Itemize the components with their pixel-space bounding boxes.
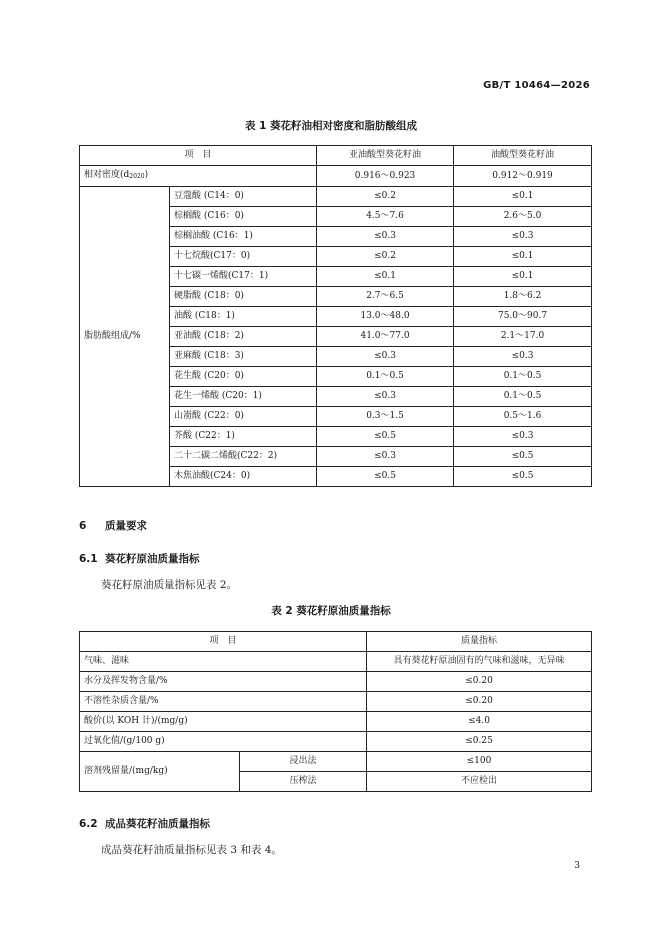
fatty-acid-oleic: 0.1～0.5 bbox=[454, 387, 592, 407]
fatty-acid-oleic: ≤0.1 bbox=[454, 247, 592, 267]
quality-item-value: ≤4.0 bbox=[367, 712, 592, 732]
table1-caption: 表 1 葵花籽油相对密度和脂肪酸组成 bbox=[244, 120, 418, 132]
fatty-acid-oleic: 75.0～90.7 bbox=[454, 307, 592, 327]
fatty-acid-name: 花生酸 (C20：0) bbox=[170, 367, 317, 387]
quality-item-value: ≤0.20 bbox=[367, 672, 592, 692]
fatty-acid-oleic: ≤0.3 bbox=[454, 227, 592, 247]
fatty-acid-linoleic: 13.0～48.0 bbox=[317, 307, 454, 327]
table2-row bbox=[80, 652, 592, 672]
quality-item-label: 气味、滋味 bbox=[80, 652, 367, 672]
fatty-acid-name: 豆蔻酸 (C14：0) bbox=[170, 187, 317, 207]
fatty-acid-oleic: ≤0.5 bbox=[454, 447, 592, 467]
section-6-2-heading: 6.2 成品葵花籽油质量指标 bbox=[79, 818, 210, 830]
fatty-acid-oleic: 0.5～1.6 bbox=[454, 407, 592, 427]
fatty-acid-linoleic: 41.0～77.0 bbox=[317, 327, 454, 347]
table2-header-item: 项 目 bbox=[80, 632, 367, 652]
quality-item-value: ≤0.20 bbox=[367, 692, 592, 712]
fatty-acid-name: 山嵛酸 (C22：0) bbox=[170, 407, 317, 427]
fatty-acid-oleic: ≤0.1 bbox=[454, 187, 592, 207]
section-6-1-text: 葵花籽原油质量指标见表 2。 bbox=[101, 579, 238, 591]
table1-density-row bbox=[80, 166, 592, 187]
fatty-acid-name: 二十二碳二烯酸(C22：2) bbox=[170, 447, 317, 467]
table1-header-item: 项 目 bbox=[80, 146, 317, 166]
page-number: 3 bbox=[574, 861, 580, 871]
fatty-acid-name: 十七碳一烯酸(C17：1) bbox=[170, 267, 317, 287]
fatty-acid-name: 油酸 (C18：1) bbox=[170, 307, 317, 327]
solvent-method-value: ≤100 bbox=[367, 752, 592, 772]
fatty-acid-name: 棕榈酸 (C16：0) bbox=[170, 207, 317, 227]
table1-header-oleic: 油酸型葵花籽油 bbox=[454, 146, 592, 166]
fatty-acid-name: 硬脂酸 (C18：0) bbox=[170, 287, 317, 307]
fatty-acid-linoleic: ≤0.3 bbox=[317, 347, 454, 367]
fatty-acid-oleic: ≤0.1 bbox=[454, 267, 592, 287]
fatty-acid-linoleic: ≤0.2 bbox=[317, 247, 454, 267]
quality-item-label: 不溶性杂质含量/% bbox=[80, 692, 367, 712]
quality-item-label: 过氧化值/(g/100 g) bbox=[80, 732, 367, 752]
table2-header-value: 质量指标 bbox=[367, 632, 592, 652]
fatty-acid-linoleic: 2.7～6.5 bbox=[317, 287, 454, 307]
fatty-acid-name: 木焦油酸(C24：0) bbox=[170, 467, 317, 487]
quality-item-label: 水分及挥发物含量/% bbox=[80, 672, 367, 692]
density-linoleic: 0.916～0.923 bbox=[317, 166, 454, 187]
table1-header-row bbox=[80, 146, 592, 166]
solvent-residue-label: 溶剂残留量/(mg/kg) bbox=[80, 752, 240, 792]
fatty-acid-linoleic: ≤0.5 bbox=[317, 467, 454, 487]
table1-header-linoleic: 亚油酸型葵花籽油 bbox=[317, 146, 454, 166]
quality-item-value: 具有葵花籽原油固有的气味和滋味，无异味 bbox=[367, 652, 592, 672]
fatty-acid-linoleic: ≤0.3 bbox=[317, 387, 454, 407]
fatty-acid-name: 亚麻酸 (C18：3) bbox=[170, 347, 317, 367]
table2-row bbox=[80, 712, 592, 732]
fatty-acid-linoleic: ≤0.3 bbox=[317, 227, 454, 247]
quality-item-label: 酸价(以 KOH 计)/(mg/g) bbox=[80, 712, 367, 732]
fatty-acid-oleic: 0.1～0.5 bbox=[454, 367, 592, 387]
fatty-acid-group-label: 脂肪酸组成/% bbox=[80, 187, 170, 487]
table2-caption: 表 2 葵花籽原油质量指标 bbox=[271, 605, 391, 617]
quality-item-value: ≤0.25 bbox=[367, 732, 592, 752]
fatty-acid-linoleic: 4.5～7.6 bbox=[317, 207, 454, 227]
fatty-acid-name: 花生一烯酸 (C20：1) bbox=[170, 387, 317, 407]
fatty-acid-name: 亚油酸 (C18：2) bbox=[170, 327, 317, 347]
fatty-acid-oleic: 2.1～17.0 bbox=[454, 327, 592, 347]
section-6-1-heading: 6.1 葵花籽原油质量指标 bbox=[79, 553, 200, 565]
solvent-method: 浸出法 bbox=[240, 752, 367, 772]
section-6-heading: 6 质量要求 bbox=[79, 520, 147, 532]
fatty-acid-linoleic: ≤0.1 bbox=[317, 267, 454, 287]
fatty-acid-name: 棕榈油酸 (C16：1) bbox=[170, 227, 317, 247]
fatty-acid-name: 芥酸 (C22：1) bbox=[170, 427, 317, 447]
fatty-acid-linoleic: ≤0.3 bbox=[317, 447, 454, 467]
solvent-method-value: 不应检出 bbox=[367, 772, 592, 792]
table2-solvent-row bbox=[80, 752, 592, 772]
density-oleic: 0.912～0.919 bbox=[454, 166, 592, 187]
table1-fatty-acid-row bbox=[80, 187, 592, 207]
fatty-acid-linoleic: ≤0.2 bbox=[317, 187, 454, 207]
standard-number: GB/T 10464—2026 bbox=[483, 80, 590, 91]
fatty-acid-oleic: ≤0.5 bbox=[454, 467, 592, 487]
table2-row bbox=[80, 692, 592, 712]
fatty-acid-linoleic: 0.1～0.5 bbox=[317, 367, 454, 387]
fatty-acid-oleic: 1.8～6.2 bbox=[454, 287, 592, 307]
density-label: 相对密度$(d^{20}_{20})$ bbox=[80, 166, 317, 187]
section-6-2-text: 成品葵花籽油质量指标见表 3 和表 4。 bbox=[101, 844, 282, 856]
fatty-acid-oleic: ≤0.3 bbox=[454, 427, 592, 447]
fatty-acid-oleic: ≤0.3 bbox=[454, 347, 592, 367]
fatty-acid-oleic: 2.6～5.0 bbox=[454, 207, 592, 227]
table1 bbox=[79, 145, 592, 487]
table2-header-row bbox=[80, 632, 592, 652]
table2 bbox=[79, 631, 592, 792]
fatty-acid-name: 十七烷酸(C17：0) bbox=[170, 247, 317, 267]
fatty-acid-linoleic: 0.3～1.5 bbox=[317, 407, 454, 427]
fatty-acid-linoleic: ≤0.5 bbox=[317, 427, 454, 447]
table2-row bbox=[80, 672, 592, 692]
solvent-method: 压榨法 bbox=[240, 772, 367, 792]
table2-row bbox=[80, 732, 592, 752]
